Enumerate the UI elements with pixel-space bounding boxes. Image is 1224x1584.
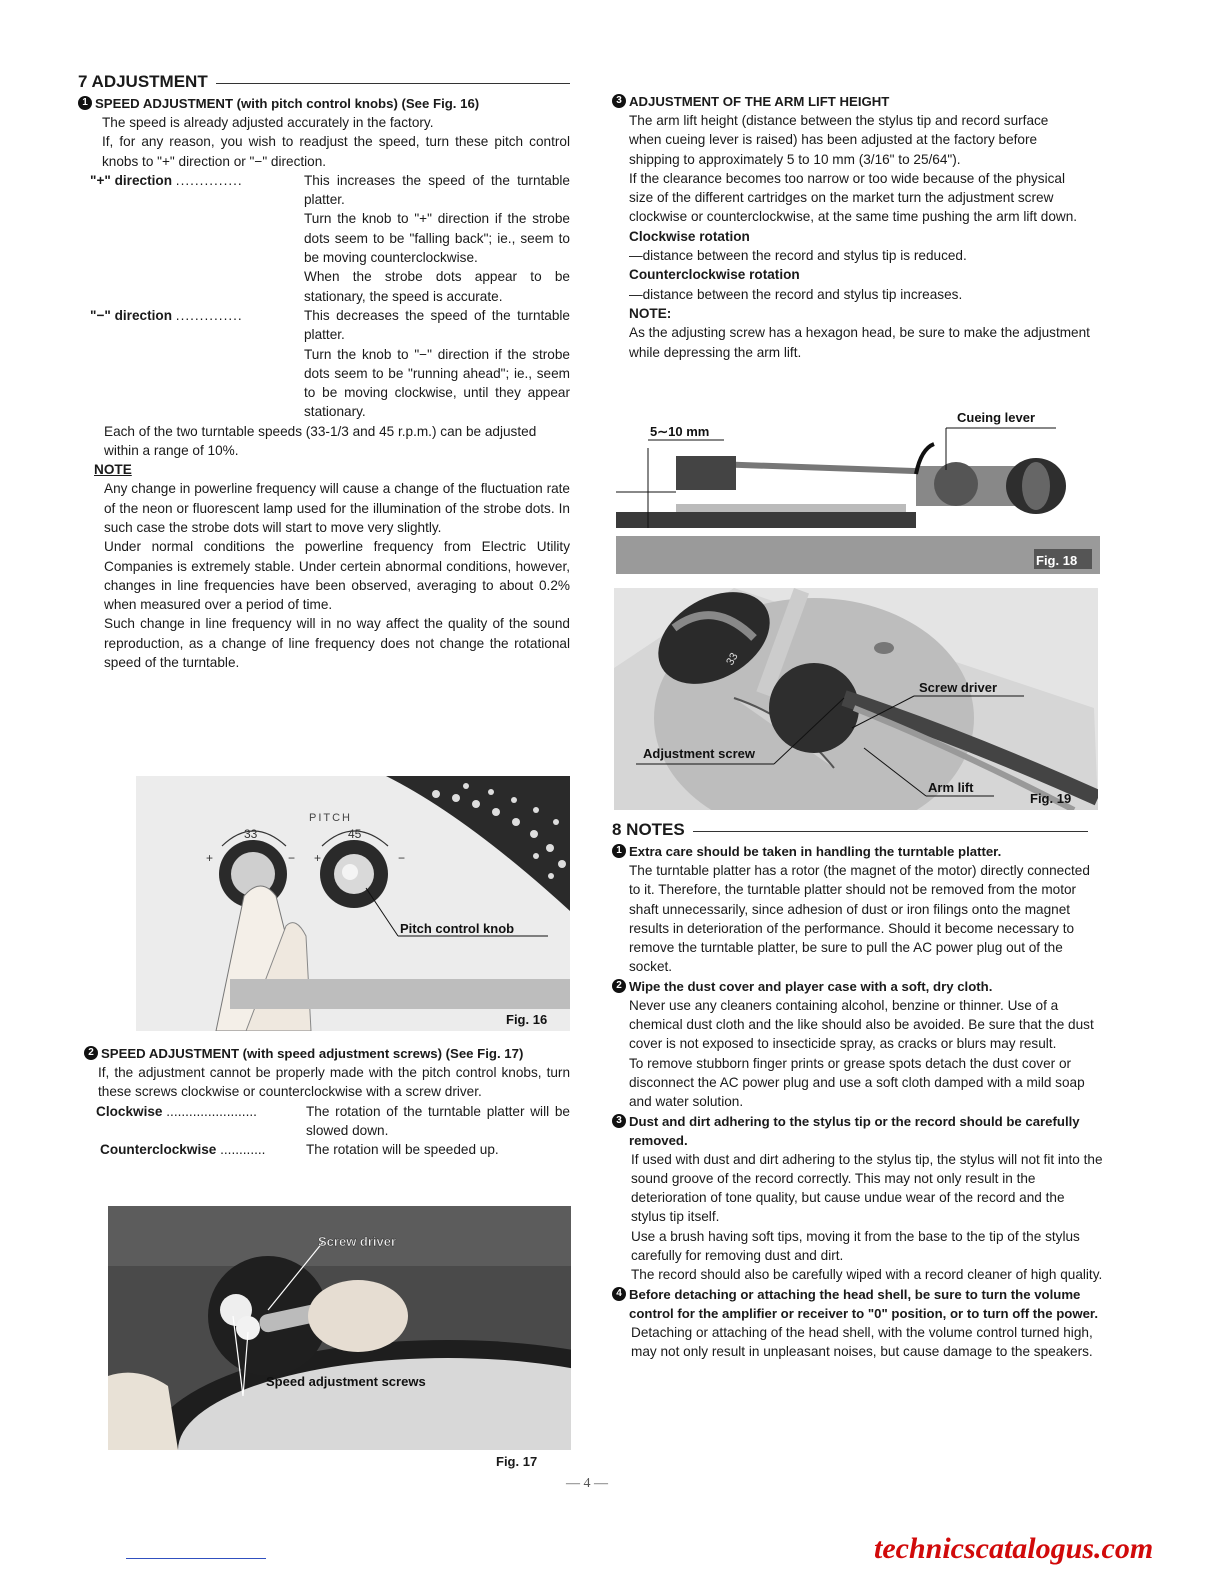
dial-33-label: 33 — [724, 650, 741, 668]
minus-sign-33: − — [288, 851, 296, 865]
minus-desc-1: This decreases the speed of the turntable platter. — [304, 307, 570, 343]
item-2-block — [84, 1044, 570, 1159]
plus-desc-1: This increases the speed of the turntable platter. — [304, 172, 570, 208]
note-1-heading: 1 Extra care should be taken in handling the turntable platter. — [612, 842, 1122, 861]
note-3-heading: 3 Dust and dirt adhering to the stylus tip or the record should be carefully removed. — [612, 1112, 1092, 1150]
item-2-heading: 2 SPEED ADJUSTMENT (with speed adjustment screws) (See Fig. 17) — [84, 1044, 570, 1063]
counterclockwise-desc: The rotation will be speeded up. — [306, 1142, 499, 1158]
plus-direction-definition: "+" direction .............. This increases the speed of the turntable platter. Turn the knob to "+" direction if the strobe dots seem to be "falling back"; ie., seem to be moving counterclockwise. When the strobe dots appear to be stationary, the speed is accurate. — [78, 171, 570, 306]
heading-rule-8 — [693, 831, 1088, 832]
note-paragraph-2: Under normal conditions the powerline frequency from Electric Utility Companies is extremely stable. Under certein abnormal conditions, however, changes in line frequencies have been observed, averaging to about 0.2% when measured over a period of time. — [104, 539, 570, 613]
clockwise-definition: Clockwise ........................ The rotation of the turntable platter will be slowed down. — [84, 1102, 570, 1141]
item-3-note-heading: NOTE: — [629, 305, 672, 321]
fig-17-speed-screws-label: Speed adjustment screws — [266, 1374, 426, 1389]
plus-desc-3: When the strobe dots appear to be stationary, the speed is accurate. — [304, 269, 570, 304]
section-7-heading: 7 ADJUSTMENT — [78, 72, 570, 92]
item-3-note-text: As the adjusting screw has a hexagon head, be sure to make the adjustment while depressing the arm lift. — [629, 325, 1090, 360]
note-4-text: Detaching or attaching of the head shell, with the volume control turned high, may not only result in unpleasant noises, but cause damage to the speakers. — [631, 1324, 1093, 1359]
left-column — [78, 72, 570, 672]
arm-lift-adjustment-illustration — [614, 588, 1098, 810]
speed-45-label: 45 — [348, 827, 362, 841]
note-number-2: 2 — [612, 979, 626, 993]
counterclockwise-definition: Counterclockwise ............ The rotation will be speeded up. — [84, 1140, 570, 1159]
pitch-control-knob-label: Pitch control knob — [400, 921, 515, 936]
minus-desc-2: Turn the knob to "−" direction if the strobe dots seem to be "running ahead"; ie., seem to be moving clockwise, until they appear stationary. — [304, 346, 570, 420]
item-1-intro: The speed is already adjusted accurately in the factory. — [102, 115, 434, 130]
item-number-3: 3 — [612, 94, 626, 108]
fig-16-caption: Fig. 16 — [506, 1012, 548, 1027]
plus-desc-2: Turn the knob to "+" direction if the strobe dots seem to be "falling back"; ie., seem to be moving counterclockwise. — [304, 211, 570, 266]
fig-17-screw-driver-label: Screw driver — [318, 1234, 397, 1249]
fig-19-screw-driver-label: Screw driver — [919, 680, 998, 695]
section-8-block — [612, 820, 1122, 1361]
watermark: technicscatalogus.com — [874, 1532, 1154, 1565]
note-paragraph-3: Such change in line frequency will in no way affect the quality of the sound reproduction, as a change of line frequency does not change the rotational speed of the turntable. — [104, 616, 570, 671]
note-3-text-3: The record should also be carefully wiped with a record cleaner of high quality. — [631, 1267, 1103, 1283]
minus-sign-45: − — [398, 851, 406, 865]
pitch-label: PITCH — [309, 812, 352, 824]
counterclockwise-rotation-text: —distance between the record and stylus tip increases. — [629, 286, 963, 302]
figure-16 — [136, 776, 570, 1031]
note-2-text-2: To remove stubborn finger prints or grease spots detach the dust cover or disconnect the AC power plug and use a soft cloth damped with a mild soap and water solution. — [629, 1055, 1085, 1110]
note-2-text-1: Never use any cleaners containing alcohol, benzine or thinner. Use of a chemical dust cloth and the like should also be avoided. Be sure that the dust cover is not exposed to insecticide spray, as cracks or blurs may result. — [629, 997, 1094, 1052]
item-3-text-2: If the clearance becomes too narrow or too wide because of the physical size of the different cartridges on the market turn the adjustment screw clockwise or counterclockwise, at the same time pushing the arm lift down. — [629, 170, 1078, 225]
item-2-text: If, the adjustment cannot be properly made with the pitch control knobs, turn these screws clockwise or counterclockwise with a screw driver. — [98, 1065, 570, 1100]
item-1-text: If, for any reason, you wish to readjust the speed, turn these pitch control knobs to "+" direction or "−" direction. — [102, 134, 570, 169]
clockwise-rotation-text: —distance between the record and stylus tip is reduced. — [629, 248, 967, 264]
footer-link-line — [126, 1558, 266, 1559]
pitch-knob-illustration — [136, 776, 570, 1031]
note-4-heading: 4 Before detaching or attaching the head shell, be sure to turn the volume control for the amplifier or receiver to "0" position, or to turn off the power. — [612, 1285, 1112, 1323]
note-paragraph-1: Any change in powerline frequency will cause a change of the fluctuation rate of the neon or fluorescent lamp used for the illumination of the strobe dots. In such case the strobe dots will start to move very slightly. — [104, 481, 570, 535]
counterclockwise-rotation-heading: Counterclockwise rotation — [629, 267, 800, 283]
counterclockwise-term: Counterclockwise — [100, 1142, 217, 1158]
gap-5-10mm-label: 5∼10 mm — [650, 424, 710, 439]
minus-direction-term: "−" direction — [90, 307, 173, 323]
arm-lift-label: Arm lift — [928, 780, 974, 795]
note-number-4: 4 — [612, 1287, 626, 1301]
page-number: — 4 — — [566, 1476, 608, 1491]
minus-direction-definition: "−" direction .............. This decreases the speed of the turntable platter. Turn the knob to "−" direction if the strobe dots seem to be "running ahead"; ie., seem to be moving clockwise, until they appear stationary. — [78, 306, 570, 422]
cueing-lever-label: Cueing lever — [957, 410, 1036, 425]
section-8-heading: 8 NOTES — [612, 820, 1088, 840]
fig-17-caption: Fig. 17 — [496, 1454, 538, 1469]
note-number-3: 3 — [612, 1114, 626, 1128]
note-number-1: 1 — [612, 844, 626, 858]
note-3-text-2: Use a brush having soft tips, moving it from the base to the tip of the stylus carefully for removing dust and dirt. — [631, 1228, 1080, 1264]
adjustment-screw-label: Adjustment screw — [643, 746, 755, 761]
item-3-text-1: The arm lift height (distance between the stylus tip and record surface when cueing lever is raised) has been adjusted at the factory before shipping to approximately 5 to 10 mm (3/16" to 25/64"). — [629, 113, 1049, 167]
item-number-1: 1 — [78, 96, 92, 110]
figure-18 — [616, 404, 1100, 574]
fig-18-caption: Fig. 18 — [1036, 553, 1078, 568]
clockwise-rotation-heading: Clockwise rotation — [629, 228, 750, 244]
heading-rule — [216, 83, 570, 84]
figure-17 — [108, 1206, 571, 1450]
figure-19 — [614, 588, 1098, 810]
plus-sign-33: + — [206, 851, 214, 865]
item-number-2: 2 — [84, 1046, 98, 1060]
speed-range-text: Each of the two turntable speeds (33-1/3 and 45 r.p.m.) can be adjusted within a range of 10%. — [104, 423, 537, 459]
clockwise-desc: The rotation of the turntable platter will be slowed down. — [306, 1103, 570, 1138]
right-column — [612, 92, 1122, 362]
speed-33-label: 33 — [244, 827, 258, 841]
note-3-text-1: If used with dust and dirt adhering to the stylus tip, the stylus will not fit into the sound groove of the record correctly. This may not only result in the deterioration of tone quality, but cause undue wear of the record and the stylus tip itself. — [631, 1151, 1103, 1225]
arm-lift-height-illustration — [616, 404, 1100, 574]
speed-screw-illustration — [108, 1206, 571, 1450]
item-3-heading: 3 ADJUSTMENT OF THE ARM LIFT HEIGHT — [612, 92, 1122, 111]
note-1-text: The turntable platter has a rotor (the magnet of the motor) directly connected to it. Therefore, the turntable platter should not be removed from the motor shaft unnecessarily, since adhesion of dust or iron filings onto the magnet results in deterioration of the performance. Should it become necessary to remove the turntable platter, be sure to pull the AC power plug out of the socket. — [629, 863, 1090, 975]
clockwise-term: Clockwise — [96, 1103, 163, 1119]
note-2-heading: 2 Wipe the dust cover and player case with a soft, dry cloth. — [612, 977, 1122, 996]
fig-19-caption: Fig. 19 — [1030, 791, 1072, 806]
plus-sign-45: + — [314, 851, 322, 865]
note-label: NOTE — [94, 462, 132, 478]
plus-direction-term: "+" direction — [90, 172, 173, 188]
item-1-heading: 1 SPEED ADJUSTMENT (with pitch control knobs) (See Fig. 16) — [78, 94, 570, 113]
